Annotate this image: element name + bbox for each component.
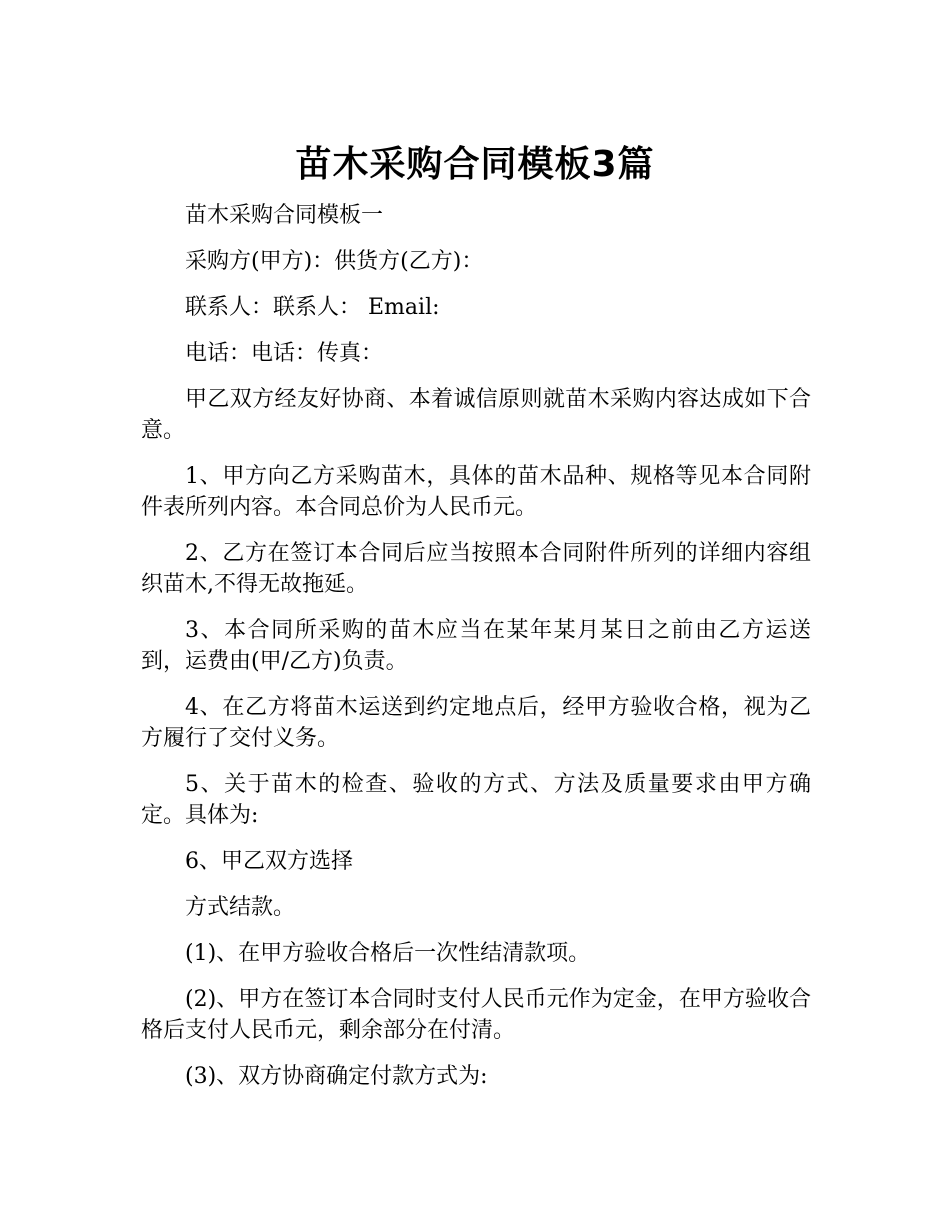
payment-option-1: (1)、在甲方验收合格后一次性结清款项。 (185, 941, 591, 966)
preamble-paragraph: 甲乙双方经友好协商、本着诚信原则就苗木采购内容达成如下合意。 (141, 387, 811, 443)
document-body (141, 200, 811, 1107)
payment-option-2: (2)、甲方在签订本合同时支付人民币元作为定金，在甲方验收合格后支付人民币元，剩余部分在付清。 (141, 987, 811, 1043)
document-title: 苗木采购合同模板3篇 (295, 144, 655, 186)
clause-6-continued: 方式结款。 (185, 895, 296, 920)
contacts-line: 联系人：联系人： Email: (185, 295, 440, 320)
clause-5: 5、关于苗木的检查、验收的方式、方法及质量要求由甲方确定。具体为: (141, 772, 811, 828)
clause-2: 2、乙方在签订本合同后应当按照本合同附件所列的详细内容组织苗木,不得无故拖延。 (141, 541, 811, 597)
clause-4: 4、在乙方将苗木运送到约定地点后，经甲方验收合格，视为乙方履行了交付义务。 (141, 695, 811, 751)
section-heading: 苗木采购合同模板一 (185, 203, 384, 228)
clause-3: 3、本合同所采购的苗木应当在某年某月某日之前由乙方运送到，运费由(甲/乙方)负责。 (141, 618, 811, 674)
phone-line: 电话：电话：传真： (185, 341, 384, 366)
payment-option-3: (3)、双方协商确定付款方式为: (185, 1064, 488, 1089)
clause-1: 1、甲方向乙方采购苗木，具体的苗木品种、规格等见本合同附件表所列内容。本合同总价为人民币元。 (141, 464, 811, 520)
clause-6: 6、甲乙双方选择 (185, 849, 353, 874)
parties-line: 采购方(甲方)：供货方(乙方)： (185, 249, 484, 274)
